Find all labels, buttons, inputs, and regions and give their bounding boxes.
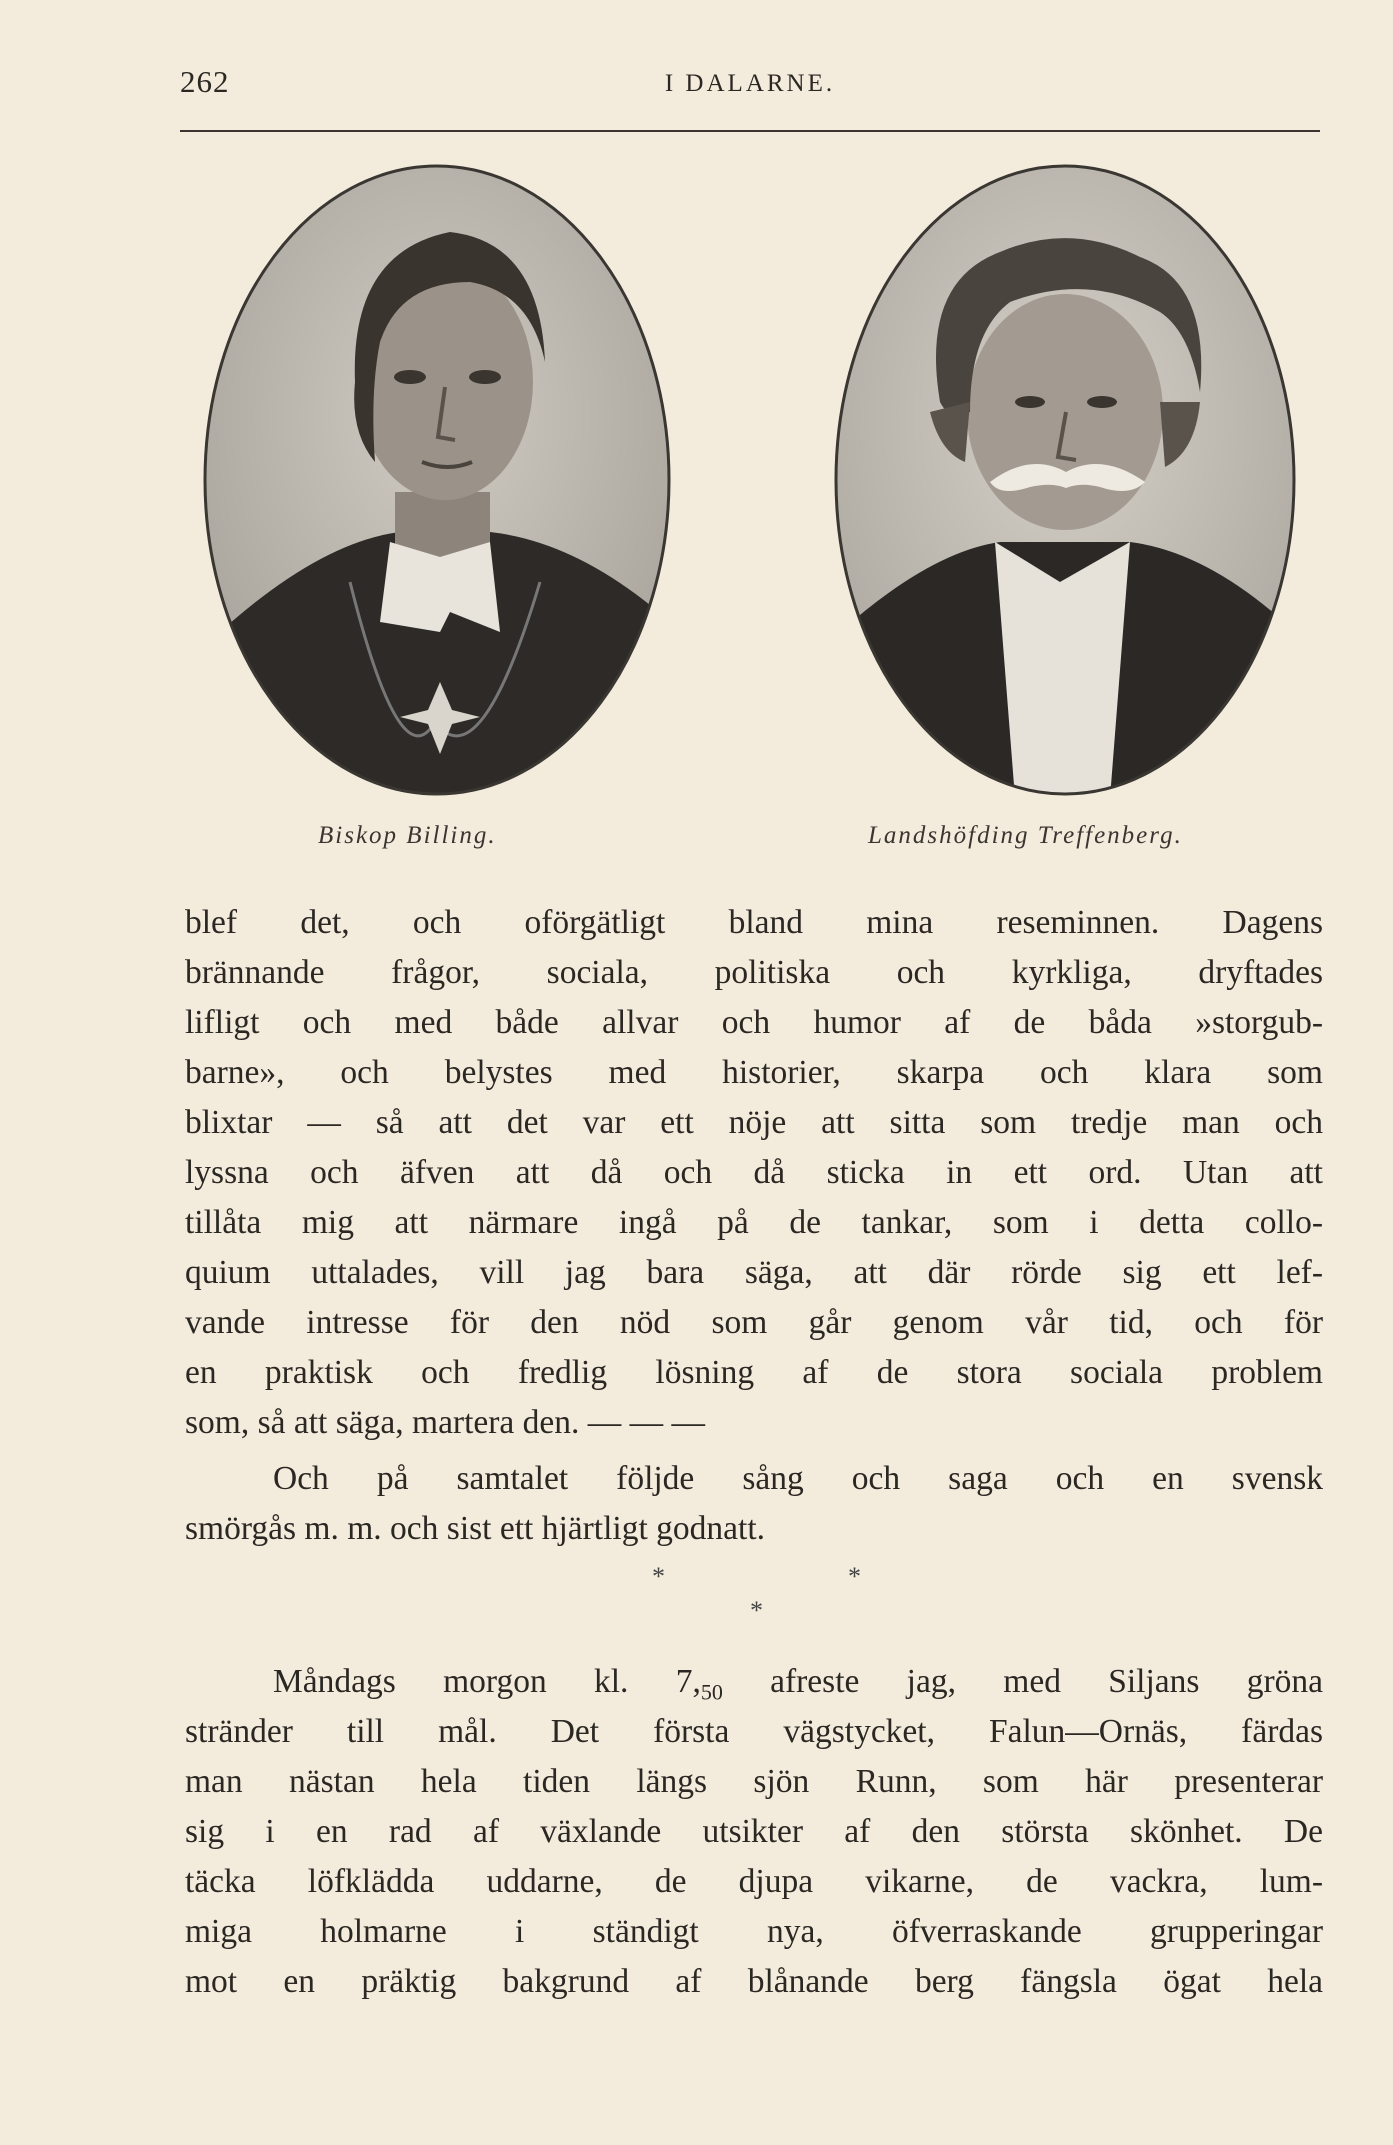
text-line: stränder till mål. Det första vägstycket, Falun—Ornäs, färdas [185, 1713, 1323, 1750]
paragraph-2 [185, 1454, 1323, 1554]
portrait-photo-governor [830, 162, 1300, 798]
text-line: blixtar — så att det var ett nöje att sitta som tredje man och [185, 1104, 1323, 1141]
asterisk: * [652, 1562, 665, 1591]
text-line: lyssna och äfven att då och då sticka in ett ord. Utan att [185, 1154, 1323, 1191]
caption-governor: Landshöfding Treffenberg. [868, 822, 1183, 849]
text-line: barne», och belystes med historier, skarpa och klara som [185, 1054, 1323, 1091]
text-line: som, så att säga, martera den. — — — [185, 1404, 706, 1441]
text-line: smörgås m. m. och sist ett hjärtligt godnatt. [185, 1510, 766, 1547]
paragraph-1 [185, 898, 1323, 1448]
text-line: en praktisk och fredlig lösning af de stora sociala problem [185, 1354, 1323, 1391]
text-line: miga holmarne i ständigt nya, öfverraskande grupperingar [185, 1913, 1323, 1950]
text-line: täcka löfklädda uddarne, de djupa vikarne, de vackra, lum- [185, 1863, 1323, 1900]
text-line: quium uttalades, vill jag bara säga, att där rörde sig ett lef- [185, 1254, 1323, 1291]
text-line: lifligt och med både allvar och humor af de båda »storgub- [185, 1004, 1323, 1041]
page-number: 262 [180, 64, 230, 99]
time-fraction: 50 [700, 1679, 723, 1705]
text-line: sig i en rad af växlande utsikter af den största skönhet. De [185, 1813, 1323, 1850]
caption-bishop: Biskop Billing. [318, 822, 497, 849]
section-separator [0, 1562, 1393, 1632]
portrait-photo-bishop [200, 162, 675, 798]
text-line: vande intresse för den nöd som går genom vår tid, och för [185, 1304, 1323, 1341]
asterisk: * [750, 1596, 763, 1625]
text-line: Och på samtalet följde sång och saga och en svensk [273, 1460, 1323, 1497]
paragraph-3 [185, 1657, 1323, 2007]
page-header [180, 64, 1320, 114]
text-line: blef det, och oförgätligt bland mina reseminnen. Dagens [185, 904, 1323, 941]
running-title: I DALARNE. [664, 70, 836, 97]
portrait-governor [830, 162, 1300, 798]
text-fragment: afreste jag, med Siljans gröna [722, 1663, 1323, 1700]
asterisk: * [848, 1562, 861, 1591]
header-rule [180, 130, 1320, 132]
text-line: tillåta mig att närmare ingå på de tankar, som i detta collo- [185, 1204, 1323, 1241]
text-line [185, 1657, 1323, 1707]
text-line: man nästan hela tiden längs sjön Runn, som här presenterar [185, 1763, 1323, 1800]
portrait-bishop [200, 162, 675, 798]
text-line: mot en präktig bakgrund af blånande berg fängsla ögat hela [185, 1963, 1323, 2000]
text-line: brännande frågor, sociala, politiska och kyrkliga, dryftades [185, 954, 1323, 991]
text-fragment: Måndags morgon kl. 7, [273, 1663, 701, 1700]
